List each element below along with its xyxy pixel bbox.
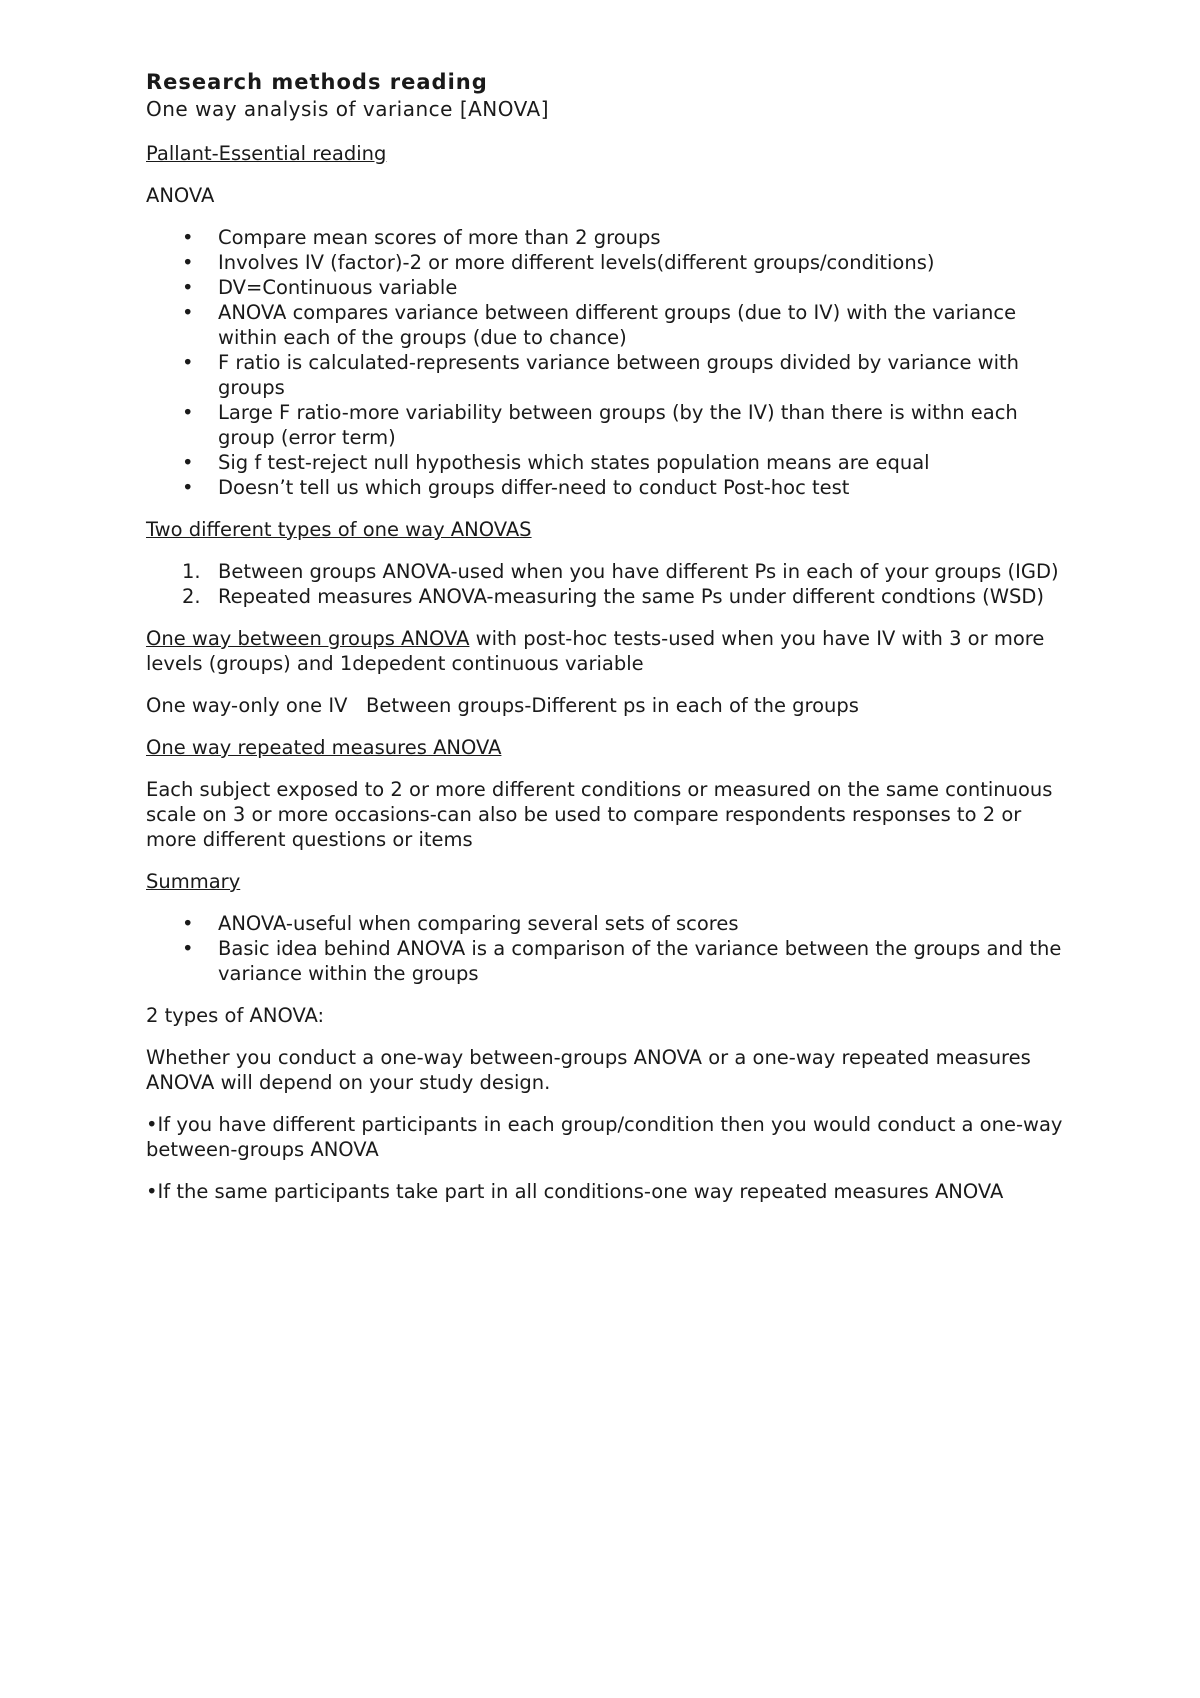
list-item: 1. Between groups ANOVA-used when you have different Ps in each of your groups (IGD): [182, 560, 1059, 583]
bullet-icon: •: [182, 937, 194, 960]
types-point-between: •If you have different participants in each group/condition then you would conduct a one-way between-groups ANOVA: [146, 1113, 1063, 1161]
repeated-measures-paragraph: Each subject exposed to 2 or more different conditions or measured on the same continuous scale on 3 or more occasions-can also be used to compare respondents responses to 2 or more different questions or items: [146, 778, 1053, 851]
list-item: • DV=Continuous variable: [182, 276, 458, 299]
bullet-icon: •: [182, 476, 194, 499]
list-item: • ANOVA compares variance between different groups (due to IV) with the variance within each of the groups (due to chance): [182, 301, 1017, 349]
document-page: [146, 68, 1066, 1221]
list-item: • F ratio is calculated-represents variance between groups divided by variance with groups: [182, 351, 1020, 399]
types-heading: 2 types of ANOVA:: [146, 1004, 325, 1027]
anova-types-list: [146, 559, 1066, 609]
list-item: • Doesn’t tell us which groups differ-need to conduct Post-hoc test: [182, 476, 850, 499]
bullet-icon: •: [182, 451, 194, 474]
list-number: 2.: [182, 585, 201, 608]
section-heading-types: Two different types of one way ANOVAS: [146, 518, 532, 541]
bullet-icon: •: [182, 301, 194, 324]
list-number: 1.: [182, 560, 201, 583]
list-item: • Compare mean scores of more than 2 groups: [182, 226, 661, 249]
bullet-icon: •: [182, 251, 194, 274]
types-point-repeated: •If the same participants take part in all conditions-one way repeated measures ANOVA: [146, 1180, 1004, 1203]
bullet-icon: •: [182, 912, 194, 935]
anova-label: ANOVA: [146, 184, 215, 207]
section-heading-between-groups: One way between groups ANOVA: [146, 627, 470, 650]
section-heading-repeated-measures: One way repeated measures ANOVA: [146, 736, 502, 759]
list-item: • Involves IV (factor)-2 or more different levels(different groups/conditions): [182, 251, 935, 274]
bullet-icon: •: [182, 351, 194, 374]
bullet-icon: •: [182, 401, 194, 424]
section-heading-pallant: Pallant-Essential reading: [146, 142, 387, 165]
list-item: 2. Repeated measures ANOVA-measuring the same Ps under different condtions (WSD): [182, 585, 1045, 608]
list-item: • Basic idea behind ANOVA is a comparison of the variance between the groups and the variance within the groups: [182, 937, 1062, 985]
list-item: • Sig f test-reject null hypothesis which states population means are equal: [182, 451, 930, 474]
anova-bullet-list: [146, 225, 1066, 500]
section-heading-summary: Summary: [146, 870, 241, 893]
between-groups-paragraph: One way between groups ANOVA with post-hoc tests-used when you have IV with 3 or more levels (groups) and 1depedent continuous variable: [146, 627, 1045, 675]
bullet-icon: •: [182, 226, 194, 249]
document-title: Research methods reading: [146, 70, 488, 94]
document-subtitle: One way analysis of variance [ANOVA]: [146, 97, 550, 121]
list-item: • ANOVA-useful when comparing several sets of scores: [182, 912, 739, 935]
list-item: • Large F ratio-more variability between groups (by the IV) than there is withn each group (error term): [182, 401, 1018, 449]
one-way-line: One way-only one IV Between groups-Different ps in each of the groups: [146, 694, 859, 717]
summary-bullet-list: [146, 911, 1066, 986]
bullet-icon: •: [182, 276, 194, 299]
types-intro-paragraph: Whether you conduct a one-way between-groups ANOVA or a one-way repeated measures ANOVA will depend on your study design.: [146, 1046, 1031, 1094]
